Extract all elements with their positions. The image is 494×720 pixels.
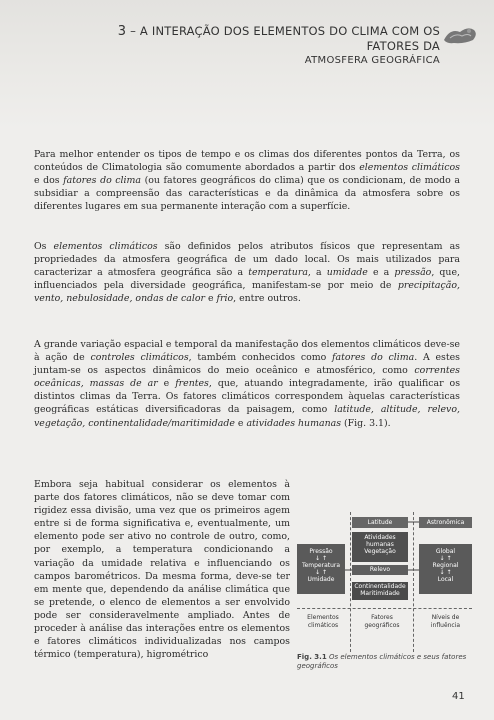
box-relevo: Relevo — [352, 565, 408, 575]
chapter-header — [110, 24, 440, 66]
box-continentalidade: Continentalidade Maritimidade — [352, 582, 408, 600]
label-atividades: Atividades humanas — [364, 534, 396, 548]
arrows-temperatura: ↓ ↑ — [315, 569, 327, 576]
chapter-title-line1 — [110, 24, 440, 53]
label-fatores-geograficos: Fatores geográficos — [364, 614, 400, 629]
paragraph-1: Para melhor entender os tipos de tempo e os climas dos diferentes pontos da Terra, os conteúdos de Climatologia são comumente abordados a partir dos elementos climáticos e dos fatores do clima (ou fatores geográficos do clima) que os condicionam, de modo a subsidiar a compreensão das características e da dinâmica da atmosfera sobre os diferentes lugares em sua permanente interação com a superfície. — [34, 149, 460, 213]
label-local: Local — [437, 576, 454, 583]
label-pressao: Pressão — [309, 548, 333, 555]
label-vegetacao: Vegetação — [364, 548, 396, 555]
page-number: 41 — [452, 691, 465, 702]
figure-connectors — [297, 512, 472, 608]
caption-text: Os elementos climáticos e seus fatores geográficos — [297, 653, 467, 670]
label-temperatura: Temperatura — [301, 562, 341, 569]
figure-caption — [297, 653, 475, 671]
chapter-decoration-icon — [440, 22, 480, 48]
label-umidade: Umidade — [307, 576, 335, 583]
chapter-title-line2: ATMOSFERA GEOGRÁFICA — [304, 55, 440, 66]
paragraph-3: A grande variação espacial e temporal da manifestação dos elementos climáticos deve-se à ação de controles climáticos, também conhecidos como fatores do clima. A estes juntam-se os aspectos dinâmicos do meio oceânico e atmosférico, como correntes oceânicas, massas de ar e frentes, que, atuando integradamente, irão qualificar os distintos climas da Terra. Os fatores climáticos correspondem àquelas características geográficas estáticas diversificadoras da paisagem, como latitude, altitude, relevo, vegetação, continentalidade/maritimidade e atividades humanas (Fig. 3.1). — [34, 339, 461, 429]
label-global: Global — [435, 548, 456, 555]
caption-label: Fig. 3.1 — [297, 653, 327, 661]
figure-divider — [297, 608, 472, 609]
arrows-pressao: ↓ ↑ — [315, 555, 327, 562]
box-astronomica: Astronômica — [419, 517, 472, 528]
chapter-title-text: – A INTERAÇÃO DOS ELEMENTOS DO CLIMA COM OS FATORES DA — [130, 24, 440, 53]
label-regional: Regional — [432, 562, 459, 569]
arrows-global: ↓ ↑ — [439, 555, 452, 562]
paragraph-4: Embora seja habitual considerar os elementos à parte dos fatores climáticos, não se deve tomar com rigidez essa divisão, uma vez que os primeiros agem entre si de forma significativa e, eventualmente, um elemento pode ser ativo no controle de outro, como, por exemplo, a temperatura condicionando a variação da umidade relativa e influenciando os campos barométricos. Da mesma forma, deve-se ter em mente que, dependendo da análise climática que se pretende, o elenco de elementos a ser envolvido pode ser consideravelmente ampliado. Antes de proceder à análise das interações entre os elementos e fatores climáticos individualizadas nos campos térmico (temperatura), higrométrico — [34, 479, 290, 661]
figure-3-1 — [297, 512, 472, 652]
paragraph-2: Os elementos climáticos são definidos pelos atributos físicos que representam as propriedades da atmosfera geográfica de um dado local. Os mais utilizados para caracterizar a atmosfera geográfica são a temperatura, a umidade e a pressão, que, influenciados pela diversidade geográfica, manifestam-se por meio de precipitação, vento, nebulosidade, ondas de calor e frio, entre outros. — [34, 241, 461, 305]
box-latitude: Latitude — [352, 517, 408, 528]
chapter-number: 3 — [117, 24, 127, 39]
label-elementos-climaticos: Elementos climáticos — [307, 614, 339, 629]
arrows-regional: ↓ ↑ — [439, 569, 452, 576]
label-niveis-influencia: Níveis de influência — [430, 614, 461, 629]
